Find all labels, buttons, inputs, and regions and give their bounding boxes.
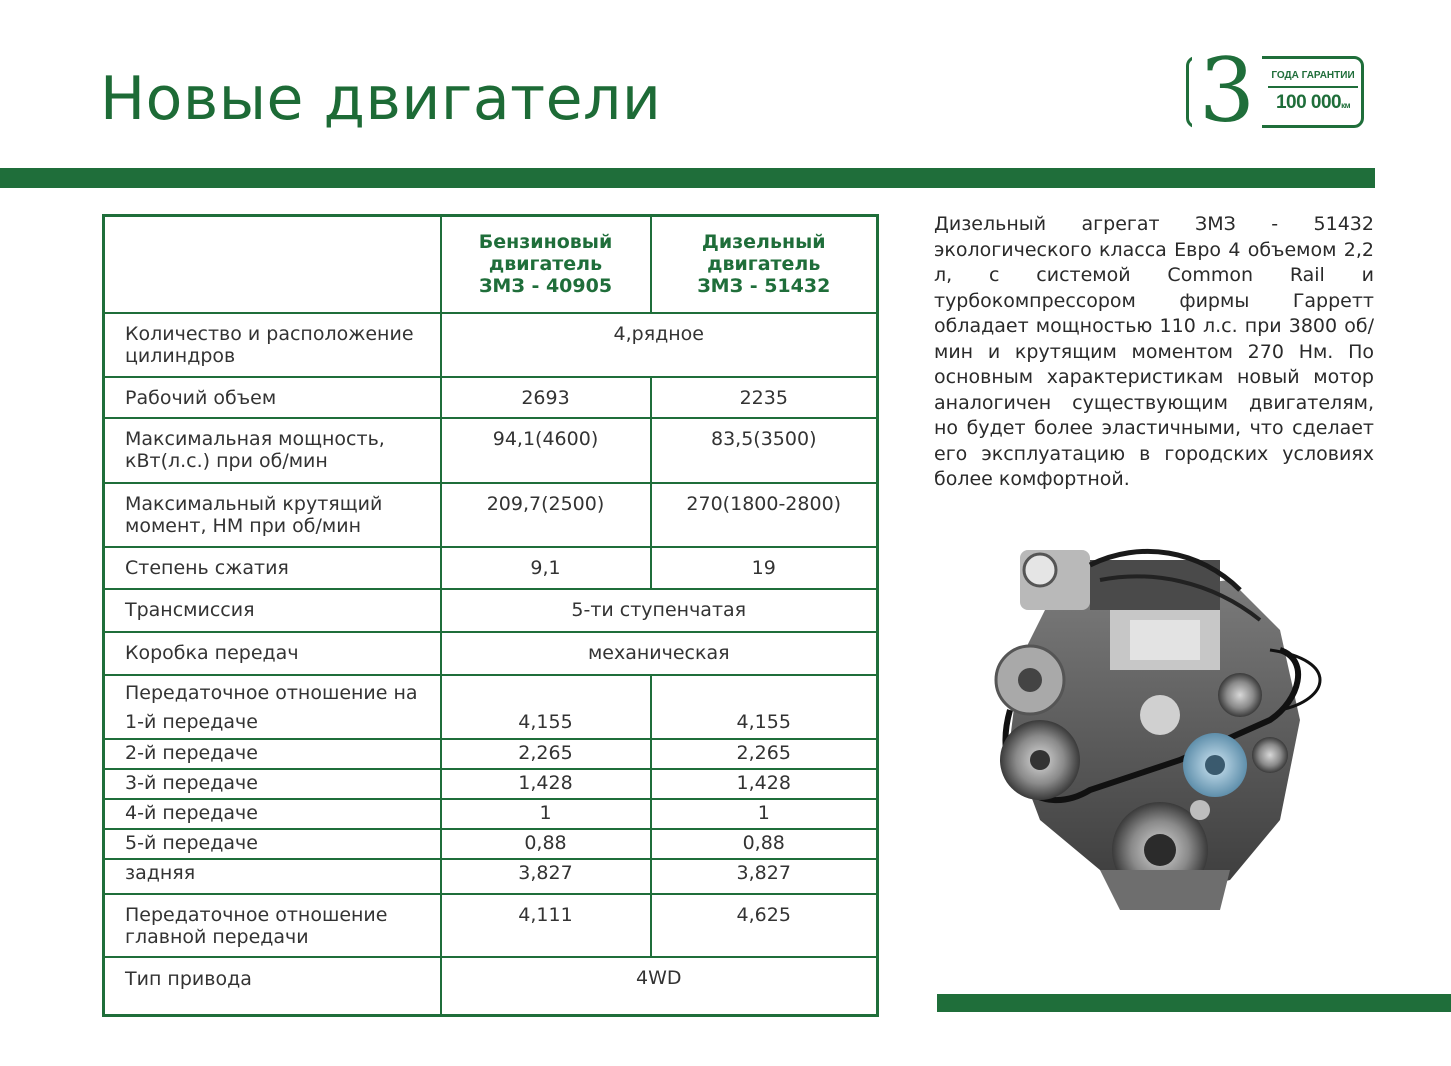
header-diesel: Дизельный двигатель ЗМЗ - 51432 — [651, 216, 878, 313]
row-label-drive: Тип привода — [104, 957, 441, 1016]
value-reverse-diesel: 3,827 — [651, 859, 878, 894]
row-label-cylinders: Количество и расположение цилиндров — [104, 313, 441, 377]
value-displacement-petrol: 2693 — [441, 377, 651, 418]
value-power-petrol: 94,1(4600) — [441, 418, 651, 483]
value-gearbox: механическая — [441, 632, 878, 675]
row-label-transmission: Трансмиссия — [104, 589, 441, 632]
value-final-drive-diesel: 4,625 — [651, 894, 878, 957]
value-cylinders: 4,рядное — [441, 313, 878, 377]
footer-divider-bar — [937, 994, 1451, 1012]
value-gear-5-petrol: 0,88 — [441, 829, 651, 859]
row-label-displacement: Рабочий объем — [104, 377, 441, 418]
warranty-years-digit: 3 — [1192, 46, 1262, 136]
table-row — [104, 859, 878, 894]
table-row — [104, 483, 878, 547]
value-gear-2-diesel: 2,265 — [651, 739, 878, 769]
value-reverse-petrol: 3,827 — [441, 859, 651, 894]
row-label-reverse: задняя — [104, 859, 441, 894]
header-empty-cell — [104, 216, 441, 313]
table-row — [104, 769, 878, 799]
header-divider-bar — [0, 168, 1375, 188]
value-compression-diesel: 19 — [651, 547, 878, 589]
row-label-power: Максимальная мощность, кВт(л.с.) при об/мин — [104, 418, 441, 483]
value-torque-diesel: 270(1800-2800) — [651, 483, 878, 547]
row-label-gear-5: 5-й передаче — [104, 829, 441, 859]
table-row — [104, 632, 878, 675]
value-gear-5-diesel: 0,88 — [651, 829, 878, 859]
warranty-distance — [1268, 92, 1358, 114]
table-row — [104, 377, 878, 418]
gear-ratio-header-diesel-empty — [651, 675, 878, 709]
table-row — [104, 675, 878, 709]
row-label-final-drive: Передаточное отношение главной передачи — [104, 894, 441, 957]
warranty-divider — [1268, 86, 1358, 88]
header-petrol: Бензиновый двигатель ЗМЗ - 40905 — [441, 216, 651, 313]
warranty-logo — [1180, 39, 1370, 142]
table-row — [104, 589, 878, 632]
row-label-gearbox: Коробка передач — [104, 632, 441, 675]
value-gear-1-diesel: 4,155 — [651, 709, 878, 739]
value-transmission: 5-ти ступенчатая — [441, 589, 878, 632]
warranty-distance-value: 100 000 — [1275, 92, 1342, 113]
row-label-gear-3: 3-й передаче — [104, 769, 441, 799]
value-power-diesel: 83,5(3500) — [651, 418, 878, 483]
value-gear-4-diesel: 1 — [651, 799, 878, 829]
value-torque-petrol: 209,7(2500) — [441, 483, 651, 547]
table-row — [104, 547, 878, 589]
value-final-drive-petrol: 4,111 — [441, 894, 651, 957]
row-label-compression: Степень сжатия — [104, 547, 441, 589]
table-row — [104, 829, 878, 859]
row-label-gear-2: 2-й передаче — [104, 739, 441, 769]
table-row — [104, 799, 878, 829]
value-compression-petrol: 9,1 — [441, 547, 651, 589]
page-title: Новые двигатели — [100, 64, 662, 134]
value-drive: 4WD — [441, 957, 878, 1016]
row-label-gear-4: 4-й передаче — [104, 799, 441, 829]
value-gear-2-petrol: 2,265 — [441, 739, 651, 769]
row-label-gear-1: 1-й передаче — [104, 709, 441, 739]
value-gear-4-petrol: 1 — [441, 799, 651, 829]
warranty-distance-unit: км — [1341, 101, 1351, 110]
gear-ratio-header-petrol-empty — [441, 675, 651, 709]
table-row — [104, 313, 878, 377]
warranty-label: ГОДА ГАРАНТИИ — [1271, 70, 1355, 81]
row-label-torque: Максимальный крутящий момент, НМ при об/мин — [104, 483, 441, 547]
engine-specs-table — [102, 214, 879, 1017]
engine-description: Дизельный агрегат ЗМЗ - 51432 экологического класса Евро 4 объемом 2,2 л, с системой Common Rail и турбокомпрессором фирмы Гарретт обладает мощностью 110 л.с. при 3800 об/мин и крутящим моментом 270 Нм. По основным характеристикам новый мотор аналогичен существующим двигателям, но будет более эластичными, что сделает его эксплуатацию в городских условиях более комфортной. — [934, 213, 1374, 490]
value-gear-1-petrol: 4,155 — [441, 709, 651, 739]
value-displacement-diesel: 2235 — [651, 377, 878, 418]
value-gear-3-petrol: 1,428 — [441, 769, 651, 799]
table-row — [104, 709, 878, 739]
table-row — [104, 957, 878, 1016]
table-row — [104, 739, 878, 769]
table-row — [104, 894, 878, 957]
value-gear-3-diesel: 1,428 — [651, 769, 878, 799]
table-row — [104, 418, 878, 483]
row-label-gear-ratio: Передаточное отношение на — [104, 675, 441, 709]
engine-photo — [980, 540, 1335, 915]
